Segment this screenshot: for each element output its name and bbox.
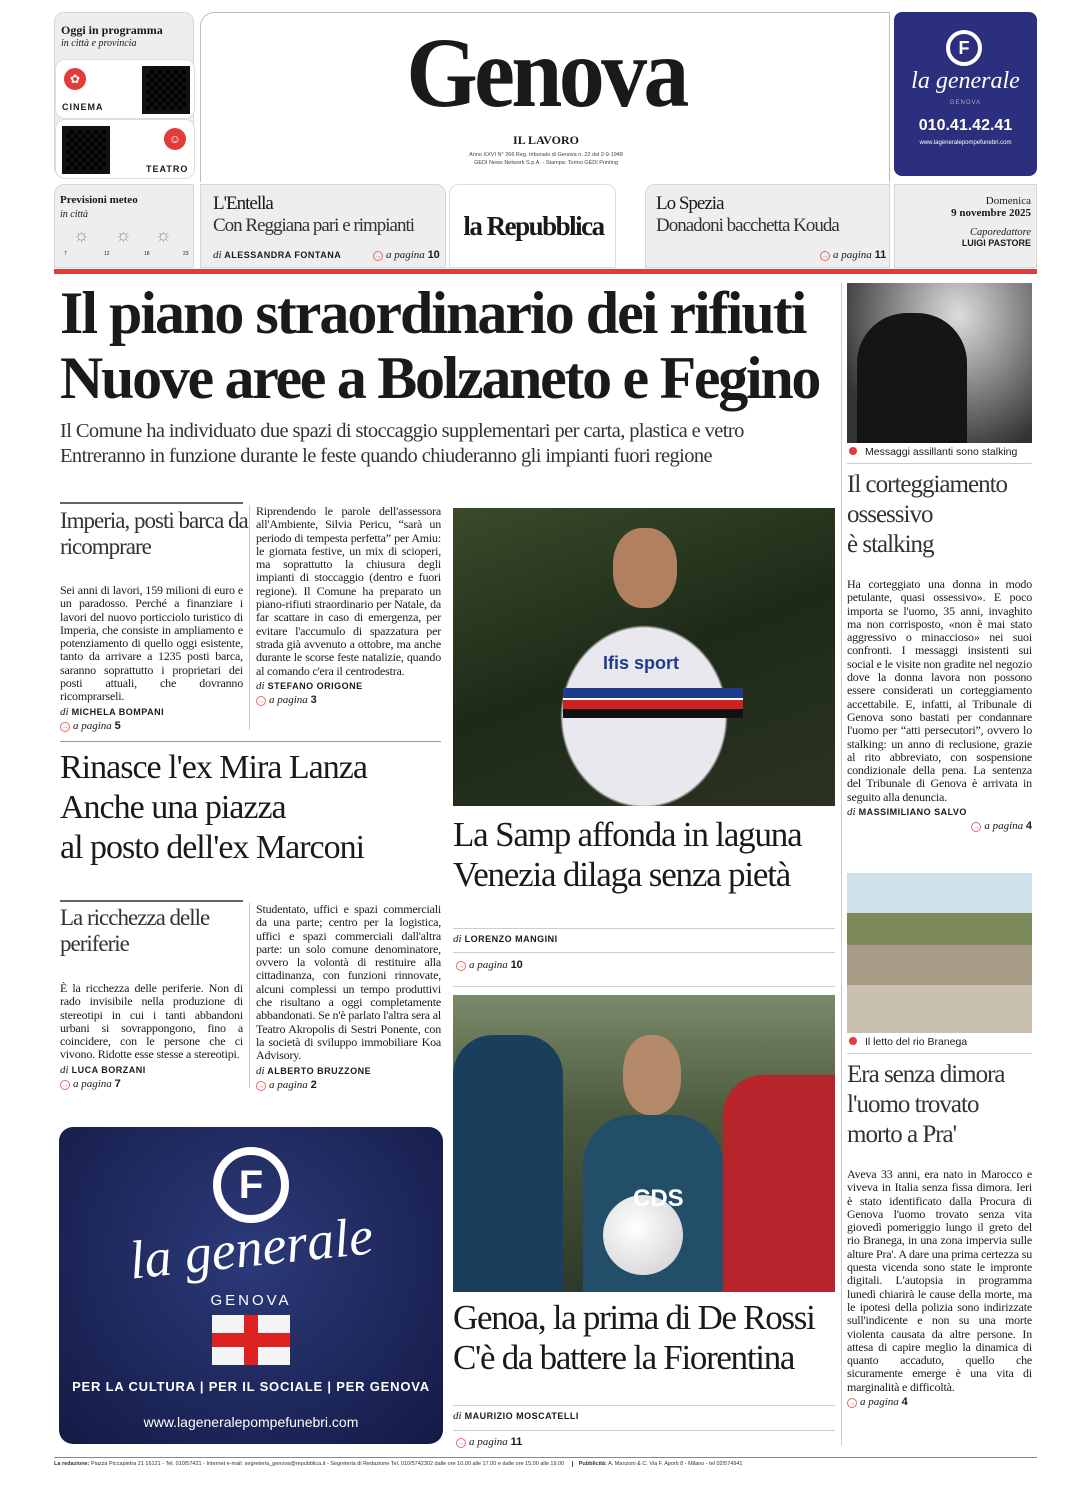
- meteo-hour: 12: [104, 251, 110, 257]
- imperia-title[interactable]: Imperia, posti barca da ricomprare: [60, 508, 248, 559]
- divider: [453, 986, 835, 987]
- rifiuti-article: [256, 505, 441, 706]
- column-divider: [841, 283, 842, 1446]
- genoa-headline[interactable]: [453, 1298, 815, 1378]
- stalking-headline[interactable]: [847, 470, 1007, 560]
- cinema-label: CINEMA: [62, 102, 104, 112]
- genoa-line-2: C'è da battere la Fiorentina: [453, 1338, 795, 1377]
- genoa-page-link[interactable]: → a pagina 11: [457, 1436, 523, 1448]
- meteo-hour: 18: [144, 251, 150, 257]
- teatro-qr-code[interactable]: [62, 126, 110, 174]
- samp-sponsor: Ifis sport: [603, 653, 680, 673]
- ad-top-city: GENOVA: [949, 100, 982, 106]
- lead-sub-1: Il Comune ha individuato due spazi di stoccaggio supplementari per carta, plastica e vetro: [60, 420, 744, 442]
- branega-headline[interactable]: [847, 1060, 1005, 1150]
- programma-title: Oggi in programma: [61, 23, 163, 37]
- footer: [54, 1461, 743, 1467]
- footer-redazione: Piazza Piccapietra 21 16121 - Tel. 010/57421 - Internet e-mail: segreteria_genova@repubblica.it - Segreteria di Redazione Tel. 010/5742302 dalle ore 10.00 alle 17.00 e dalle ore 15.00 alle 19.00: [90, 1461, 565, 1467]
- arrow-icon: →: [374, 252, 382, 260]
- column-divider: [249, 903, 250, 1088]
- sun-icon: ☼: [73, 225, 90, 245]
- genova-flag-icon: [212, 1315, 290, 1365]
- branega-line-3: morto a Pra': [847, 1121, 957, 1148]
- periferie-page-link[interactable]: → a pagina 7: [61, 1077, 121, 1090]
- miralanza-line-3: al posto dell'ex Marconi: [60, 829, 365, 866]
- dateline-box: [894, 184, 1037, 268]
- samp-line-2: Venezia dilaga senza pietà: [453, 855, 791, 894]
- studentato-byline: di ALBERTO BRUZZONE: [256, 1064, 372, 1077]
- branega-line-2: l'uomo trovato: [847, 1091, 979, 1118]
- divider: [847, 1053, 1032, 1054]
- imperia-article: [60, 584, 243, 732]
- entella-byline: di ALESSANDRA FONTANA: [213, 249, 342, 261]
- meteo-box: [54, 184, 194, 268]
- entella-kicker: L'Entella: [213, 193, 273, 214]
- branega-page-link[interactable]: → a pagina 4: [848, 1396, 908, 1409]
- imperia-byline: di MICHELA BOMPANI: [60, 705, 165, 718]
- ad-bottom-brand: la generale: [126, 1205, 376, 1291]
- ad-top-url: www.lageneralepompefunebri.com: [919, 140, 1012, 146]
- ad-top-brand: la generale: [911, 68, 1020, 94]
- silhouette: [857, 313, 967, 443]
- meteo-title: Previsioni meteo: [60, 194, 138, 206]
- footer-pub: A. Manzoni & C. Via F. Aporti 8 - Milano - tel 02/574941: [608, 1461, 743, 1467]
- spezia-page-link[interactable]: → a pagina 11: [821, 249, 887, 261]
- imperia-body: Sei anni di lavori, 159 milioni di euro e un paradosso. Perché a finanziare i lavori del nuovo porticciolo turistico di Imperia, che consiste in ampliamento e potenziamento di quello oggi esistente, tanto da arrivare a 1235 posti barca, saranno soprattutto i proprietari dei posti attuali, che dovranno ricomprarseli.: [60, 583, 243, 704]
- ad-top-la-generale[interactable]: [894, 12, 1037, 176]
- stalking-byline: di MASSIMILIANO SALVO: [847, 806, 967, 819]
- la-generale-logo-icon: F: [213, 1147, 289, 1223]
- arrow-icon: →: [457, 1439, 465, 1447]
- masthead-subtitle: IL LAVORO: [513, 133, 579, 147]
- miralanza-headline[interactable]: [60, 748, 367, 868]
- meteo-hour: 7: [64, 251, 67, 257]
- stalking-line-3: è stalking: [847, 531, 934, 558]
- la-generale-logo-icon: F: [946, 30, 982, 66]
- divider: [60, 741, 441, 742]
- divider: [453, 1430, 835, 1431]
- divider: [847, 463, 1032, 464]
- genoa-photo[interactable]: [453, 995, 835, 1292]
- ad-bottom-city: GENOVA: [210, 1292, 292, 1309]
- dateline-day: Domenica: [985, 195, 1031, 207]
- periferie-body: È la ricchezza delle periferie. Non di rado invisibile nella produzione di stereotipi in cui i tanti abbandoni urbani si sovrappongono, fino a coincidere, con le persone che ci vivono. Ridotte esse stesse a stereotipi.: [60, 981, 243, 1062]
- samp-photo[interactable]: [453, 508, 835, 806]
- masthead-info-2: GEDI News Network S.p.A. - Stampa: Torino GEDI Printing: [474, 160, 618, 166]
- dateline-date: 9 novembre 2025: [951, 207, 1031, 219]
- repubblica-box: [449, 184, 616, 268]
- divider: [60, 900, 243, 902]
- periferie-byline: di LUCA BORZANI: [60, 1063, 146, 1076]
- arrow-icon: →: [61, 722, 69, 731]
- rifiuti-page-link[interactable]: → a pagina 3: [257, 693, 317, 706]
- arrow-icon: →: [972, 823, 980, 832]
- caption-dot-icon: [849, 447, 857, 455]
- player-left: [453, 1035, 563, 1292]
- rifiuti-byline: di STEFANO ORIGONE: [256, 679, 363, 692]
- spezia-title: Donadoni bacchetta Kouda: [656, 215, 839, 236]
- lead-headline-2[interactable]: Nuove aree a Bolzaneto e Fegino: [60, 345, 820, 411]
- miralanza-line-2: Anche una piazza: [60, 789, 286, 826]
- branega-body: Aveva 33 anni, era nato in Marocco e viveva in Italia senza fissa dimora. Ieri è stato identificato dalla Procura di Genova l'uomo trovato senza vita giovedì pomeriggio lungo il greto del rio Branega, in una zona impervia sulle alture Pra'. A dare una prima certezza su questa vicenda sono state le impronte digitali. L'autopsia in programma lunedì chiarirà le cause della morte, ma le ipotesi della polizia sono indirizzate sull'indicente e non su una morte violenta causata da altre persone. In attesa di capire meglio la dinamica di quanto accaduto, quello che sicuramente emerge è una vita di marginalità e difficoltà.: [847, 1167, 1032, 1394]
- genoa-byline: di MAURIZIO MOSCATELLI: [453, 1410, 579, 1422]
- player-head: [623, 1035, 681, 1115]
- arrow-icon: →: [61, 1080, 69, 1089]
- masthead-info-1: Anno XXVI N° 266 Reg. tribunale di Genova n. 22 del 2-9-1948: [469, 152, 623, 158]
- studentato-article: [256, 903, 441, 1091]
- entella-box[interactable]: [200, 184, 446, 268]
- footer-redazione-label: La redazione:: [54, 1461, 90, 1467]
- samp-byline: di LORENZO MANGINI: [453, 933, 558, 945]
- rifiuti-body: Riprendendo le parole dell'assessora all'Ambiente, Silvia Pericu, “sarà un periodo di tempesta perfetta” per Amiu: le giornata festive, un mix di scioperi, ma soprattutto la chiusura degli impianti di stoccaggio (dentro e fuori regione). Il Comune ha preparato un piano-rifiuti straordinario per Natale, da far scattare in caso di emergenza, per evitare l'accumulo di spazzatura per strada già avvenuto a ottobre, ma anche durante le scorse feste natalizie, quando al comando c'era il centrodestra.: [256, 504, 441, 678]
- imperia-page-link[interactable]: → a pagina 5: [61, 719, 121, 732]
- arrow-icon: →: [457, 962, 465, 970]
- arrow-icon: →: [821, 252, 829, 260]
- repubblica-logo: la Repubblica: [463, 211, 604, 241]
- masthead: [200, 12, 890, 182]
- ad-bottom-tagline: PER LA CULTURA | PER IL SOCIALE | PER GENOVA: [72, 1379, 430, 1394]
- stalking-caption: Messaggi assillanti sono stalking: [849, 446, 1017, 458]
- player-head: [613, 528, 677, 608]
- meteo-subtitle: in città: [60, 209, 89, 220]
- entella-title: Con Reggiana pari e rimpianti: [213, 215, 415, 236]
- cinema-reel-icon: ✿: [64, 68, 86, 90]
- dateline-role: Caporedattore: [969, 227, 1031, 238]
- periferie-title[interactable]: La ricchezza delle periferie: [60, 905, 210, 956]
- periferie-article: [60, 982, 243, 1090]
- branega-caption: Il letto del rio Branega: [849, 1036, 967, 1048]
- meteo-hour: 23: [183, 251, 189, 257]
- spezia-box[interactable]: [645, 184, 890, 268]
- stalking-body: Ha corteggiato una donna in modo petulante, quasi ossessivo». E poco importa se l'uomo, 35 anni, invaghito ma non corrisposto, «non è mai stato aggressivo o minaccioso» nei suoi confronti. I messaggi insistenti sui social e le visite non gradite nel negozio dove la donna lavora non possono essere considerati un corteggiamento accettabile. E, infatti, al Tribunale di Genova sono bastati per condannare l'uomo per “atti persecutori”, ovvero lo stalking: un anno di reclusione, grazie al rito abbreviato, con sospensione condizionale della pena. La sentenza del Tribunale di Genova è arrivata in seguito alla denuncia.: [847, 577, 1032, 804]
- spezia-kicker: Lo Spezia: [656, 193, 724, 214]
- stalking-page-link[interactable]: → a pagina 4: [972, 820, 1032, 833]
- sun-icon: ☼: [115, 225, 132, 245]
- branega-article: [847, 1168, 1032, 1408]
- teatro-card[interactable]: [55, 119, 195, 179]
- stalking-line-2: ossessivo: [847, 501, 933, 528]
- cinema-qr-code[interactable]: [142, 66, 190, 114]
- teatro-label: TEATRO: [146, 164, 189, 174]
- stalking-line-1: Il corteggiamento: [847, 471, 1008, 498]
- samp-line-1: La Samp affonda in laguna: [453, 815, 802, 854]
- branega-line-1: Era senza dimora: [847, 1061, 1005, 1088]
- ad-bottom-la-generale[interactable]: [59, 1127, 443, 1444]
- programma-subtitle: in città e provincia: [61, 38, 137, 49]
- genoa-line-1: Genoa, la prima di De Rossi: [453, 1298, 815, 1337]
- dateline-name: LUIGI PASTORE: [961, 238, 1031, 248]
- divider: [453, 1405, 835, 1406]
- stalking-photo[interactable]: [847, 283, 1032, 443]
- lead-headline-1[interactable]: Il piano straordinario dei rifiuti: [60, 280, 806, 346]
- samp-headline[interactable]: [453, 815, 801, 895]
- footer-divider: [54, 1457, 1037, 1458]
- column-divider: [249, 505, 250, 730]
- arrow-icon: →: [257, 1081, 265, 1090]
- genoa-sponsor: CDS: [633, 1185, 684, 1212]
- stalking-article: [847, 578, 1032, 832]
- player-right: [723, 1075, 835, 1292]
- caption-dot-icon: [849, 1037, 857, 1045]
- teatro-mask-icon: ☺: [164, 128, 186, 150]
- samp-page-link[interactable]: → a pagina 10: [457, 959, 523, 971]
- studentato-page-link[interactable]: → a pagina 2: [257, 1078, 317, 1091]
- ad-top-phone: 010.41.42.41: [918, 117, 1013, 134]
- lead-sub-2: Entreranno in funzione durante le feste quando chiuderanno gli impianti fuori regione: [60, 445, 713, 467]
- studentato-body: Studentato, uffici e spazi commerciali da una parte; centro per la logistica, uffici e spazi commerciali dall'altra parte: un solo comune denominatore, ovvero la volontà di restituire alla cittadinanza, con funzioni rinnovate, alcuni complessi un tempo produttivi che risultano a oggi completamente abbandonati. Se n'è parlato l'altra sera al Teatro Akropolis di Sestri Ponente, con la società di sviluppo immobiliare Koa Advisory.: [256, 902, 441, 1063]
- player-shirt-stripe: [563, 688, 743, 718]
- masthead-title: Genova: [406, 17, 686, 128]
- arrow-icon: →: [257, 696, 265, 705]
- branega-photo[interactable]: [847, 873, 1032, 1033]
- arrow-icon: →: [848, 1399, 856, 1408]
- miralanza-line-1: Rinasce l'ex Mira Lanza: [60, 749, 367, 786]
- ad-bottom-url: www.lageneralepompefunebri.com: [143, 1414, 359, 1430]
- red-divider: [54, 269, 1037, 274]
- divider: [453, 952, 835, 953]
- entella-page-link[interactable]: → a pagina 10: [374, 249, 440, 261]
- divider: [453, 928, 835, 929]
- programma-box: [54, 12, 194, 178]
- footer-pub-label: Pubblicità:: [578, 1461, 607, 1467]
- sun-icon: ☼: [155, 225, 172, 245]
- divider: [60, 502, 243, 504]
- cinema-card[interactable]: [55, 59, 195, 119]
